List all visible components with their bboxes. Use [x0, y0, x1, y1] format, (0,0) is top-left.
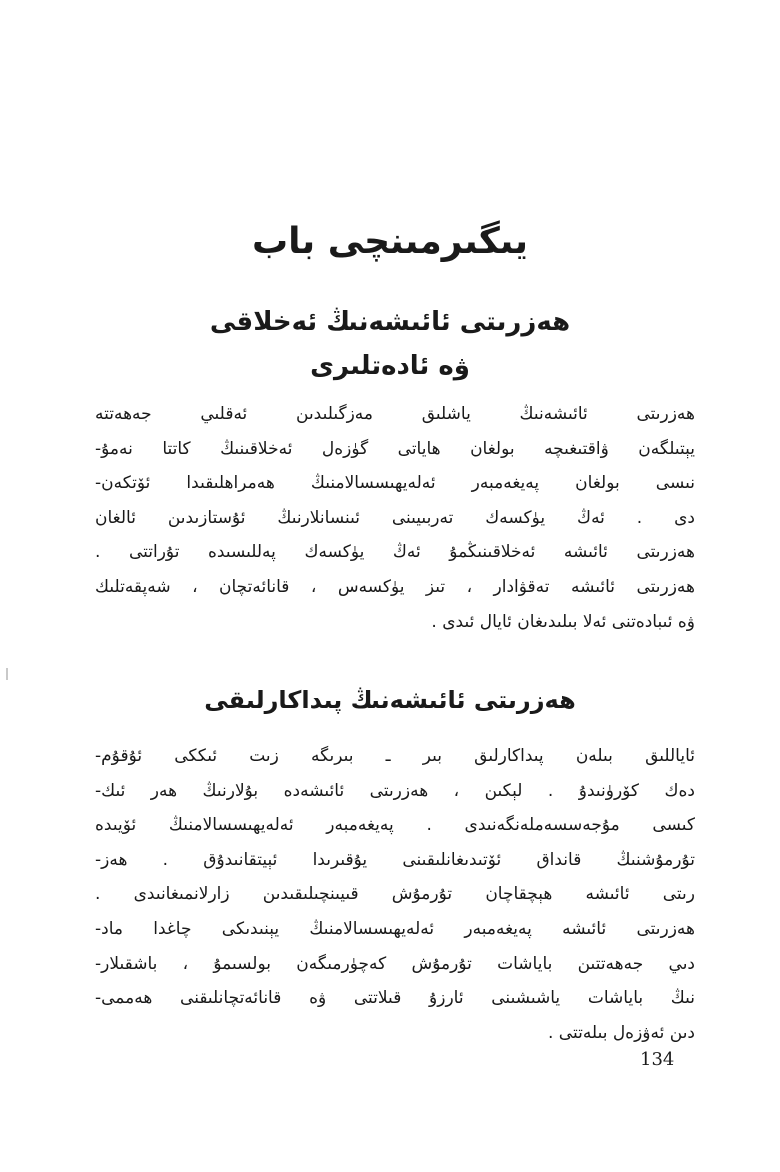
page-number: 134: [640, 1049, 675, 1070]
paragraph-line: ۋە ئىبادەتنى ئەلا بىلىدىغان ئايال ئىدى .: [431, 611, 695, 632]
paragraph-line: يېتىلگەن ۋاقتىغىچە بولغان ھاياتى گۈزەل ئەخلاقىنىڭ كاتتا نەمۇ-: [95, 438, 695, 459]
paragraph-line: ھەزرىتى ئائىشە تەقۋادار ، تىز يۈكسەس ، قانائەتچان ، شەپقەتلىك: [95, 576, 695, 597]
paragraph-line: دىي جەھەتتىن باياشات تۇرمۇش كەچۈرمىگەن بولسىمۇ ، باشقىلار-: [95, 953, 695, 974]
paragraph-line: دىن ئەۋزەل بىلەتتى .: [547, 1022, 695, 1043]
chapter-title: يىگىرمىنچى باب: [251, 221, 529, 262]
paragraph-line: كىسى مۇجەسسەملەنگەنىدى . پەيغەمبەر ئەلەيھىسسالامنىڭ ئۆيىدە: [95, 815, 695, 836]
paragraph-line: رىتى ئائىشە ھېچقاچان تۇرمۇش قىيىنچىلىقىدىن زارلانمىغانىدى .: [95, 884, 695, 905]
paragraph-line: تۇرمۇشنىڭ قانداق ئۆتىدىغانلىقىنى يۇقىرىدا ئېيتقانىدۇق . ھەز-: [95, 849, 695, 870]
paragraph-line: نىڭ باياشات ياشىشىنى ئارزۇ قىلاتتى ۋە قانائەتچانلىقنى ھەممى-: [95, 988, 695, 1009]
section-title-line-2: ۋە ئادەتلىرى: [310, 351, 470, 381]
paragraph-character: [95, 397, 695, 639]
paragraph-line: دى . ئەڭ يۈكسەك تەربىيىنى ئىنسانلارنىڭ ئۇستازىدىن ئالغان: [95, 507, 695, 528]
paragraph-line: ئاياللىق بىلەن پىداكارلىق بىر ـ بىرىگە زىت ئىككى ئۇقۇم-: [95, 746, 695, 766]
subsection-title: ھەزرىتى ئائىشەنىڭ پىداكارلىقى: [204, 686, 576, 714]
paragraph-line: ھەزرىتى ئائىشە ئەخلاقىنىڭمۇ ئەڭ يۈكسەك پەللىسىدە تۇراتتى .: [95, 542, 695, 563]
scan-speck: [6, 668, 8, 680]
paragraph-line: نىسى بولغان پەيغەمبەر ئەلەيھىسسالامنىڭ ھەمراھلىقىدا ئۆتكەن-: [95, 473, 695, 494]
section-title: [110, 300, 670, 388]
paragraph-line: ھەزرىتى ئائىشە پەيغەمبەر ئەلەيھىسسالامنىڭ يېنىدىكى چاغدا ماد-: [95, 918, 695, 939]
paragraph-line: دەك كۆرۈنىدۇ . لېكىن ، ھەزرىتى ئائىشەدە بۇلارنىڭ ھەر ئىك-: [95, 780, 695, 801]
paragraph-selflessness: [95, 739, 695, 1050]
section-title-line-1: ھەزرىتى ئائىشەنىڭ ئەخلاقى: [209, 307, 571, 337]
paragraph-line: ھەزرىتى ئائىشەنىڭ ياشلىق مەزگىلىدىن ئەقلىي جەھەتتە: [95, 404, 695, 424]
